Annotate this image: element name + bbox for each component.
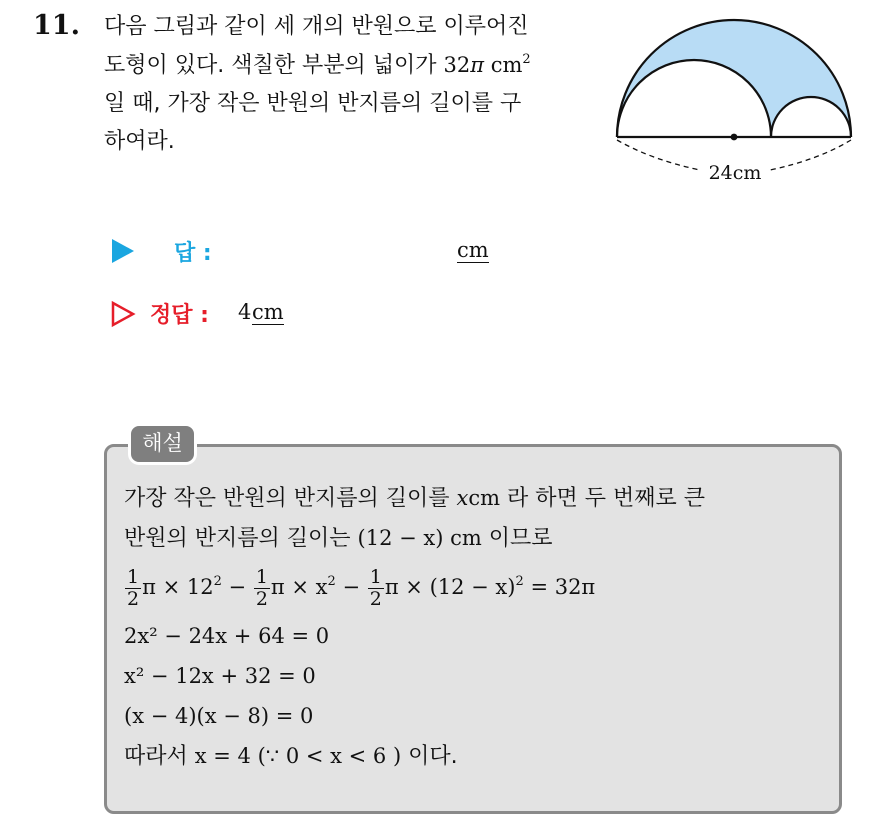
- area-exponent: 2: [522, 52, 531, 67]
- question-line-1: 다음 그림과 같이 세 개의 반원으로 이루어진: [104, 14, 529, 39]
- variable-x: x: [456, 486, 469, 510]
- solution-line-1: [124, 478, 834, 518]
- equation-4: (x − 4)(x − 8) = 0: [124, 704, 314, 728]
- eq-exp-2: 2: [327, 574, 336, 589]
- conclusion-a: 따라서: [124, 744, 188, 769]
- eq-term-3: π × (12 − x): [384, 575, 516, 599]
- area-unit: cm: [490, 53, 523, 77]
- fraction-half-3: $\frac{1}{2}$: [369, 566, 382, 610]
- conclusion-b: 이다.: [408, 744, 458, 769]
- solution-line-1-a: 가장 작은 반원의 반지름의 길이를: [124, 486, 450, 511]
- eq-minus-1: −: [221, 575, 253, 599]
- eq-rhs: = 32π: [523, 575, 596, 599]
- solution-line-1-unit: cm: [468, 486, 501, 510]
- pi-symbol: π: [470, 53, 485, 77]
- area-expression: [444, 53, 531, 77]
- question-line-2-text: 도형이 있다. 색칠한 부분의 넓이가: [104, 53, 437, 78]
- fraction-half-2: $\frac{1}{2}$: [255, 566, 268, 610]
- outline-triangle-icon: [110, 300, 136, 332]
- answer-label: 답 :: [174, 241, 212, 266]
- fraction-half-1: $\frac{1}{2}$: [127, 566, 140, 610]
- solution-conclusion: [124, 736, 834, 776]
- area-equation: [124, 558, 834, 616]
- semicircle-figure: [612, 10, 862, 195]
- eq-minus-2: −: [335, 575, 367, 599]
- solution-line-2-a: 반원의 반지름의 길이는: [124, 526, 351, 551]
- question-line-4: 하여라.: [104, 129, 175, 154]
- correct-answer-value: 4: [238, 300, 252, 324]
- eq-term-1: π × 12: [142, 575, 214, 599]
- play-triangle-icon: [110, 238, 136, 268]
- dimension-arc-right: [770, 140, 851, 170]
- area-value: 32: [443, 53, 471, 77]
- answer-blank-row: [110, 236, 530, 268]
- dimension-arc-left: [617, 140, 700, 170]
- solution-tab: 해설: [128, 423, 197, 465]
- eq-exp-1: 2: [213, 574, 222, 589]
- correct-answer-row: [110, 298, 530, 330]
- solution-line-2-expr: (12 − x) cm: [357, 526, 482, 550]
- eq-term-2: π × x: [270, 575, 328, 599]
- solution-line-2-b: 이므로: [488, 526, 553, 551]
- question-number: 11.: [33, 10, 80, 41]
- equation-2: 2x² − 24x + 64 = 0: [124, 624, 330, 648]
- eq-exp-3: 2: [515, 574, 524, 589]
- solution-line-2: [124, 518, 834, 558]
- answer-unit: cm: [457, 238, 489, 262]
- question-line-3: 일 때, 가장 작은 반원의 반지름의 길이를 구: [104, 91, 522, 116]
- diameter-label: 24cm: [708, 162, 762, 184]
- center-point: [731, 134, 738, 141]
- shaded-region: [617, 20, 851, 137]
- correct-answer-unit: cm: [252, 300, 284, 324]
- correct-answer-label: 정답 :: [150, 303, 209, 328]
- equation-3: x² − 12x + 32 = 0: [124, 664, 316, 688]
- question-line-2: [104, 46, 594, 85]
- conclusion-eq: x = 4 (∵ 0 < x < 6 ): [194, 744, 402, 768]
- question-text: [104, 8, 594, 161]
- semicircle-diagram: [612, 10, 862, 195]
- solution-text: [124, 478, 834, 776]
- solution-line-1-b: 라 하면 두 번째로 큰: [507, 486, 706, 511]
